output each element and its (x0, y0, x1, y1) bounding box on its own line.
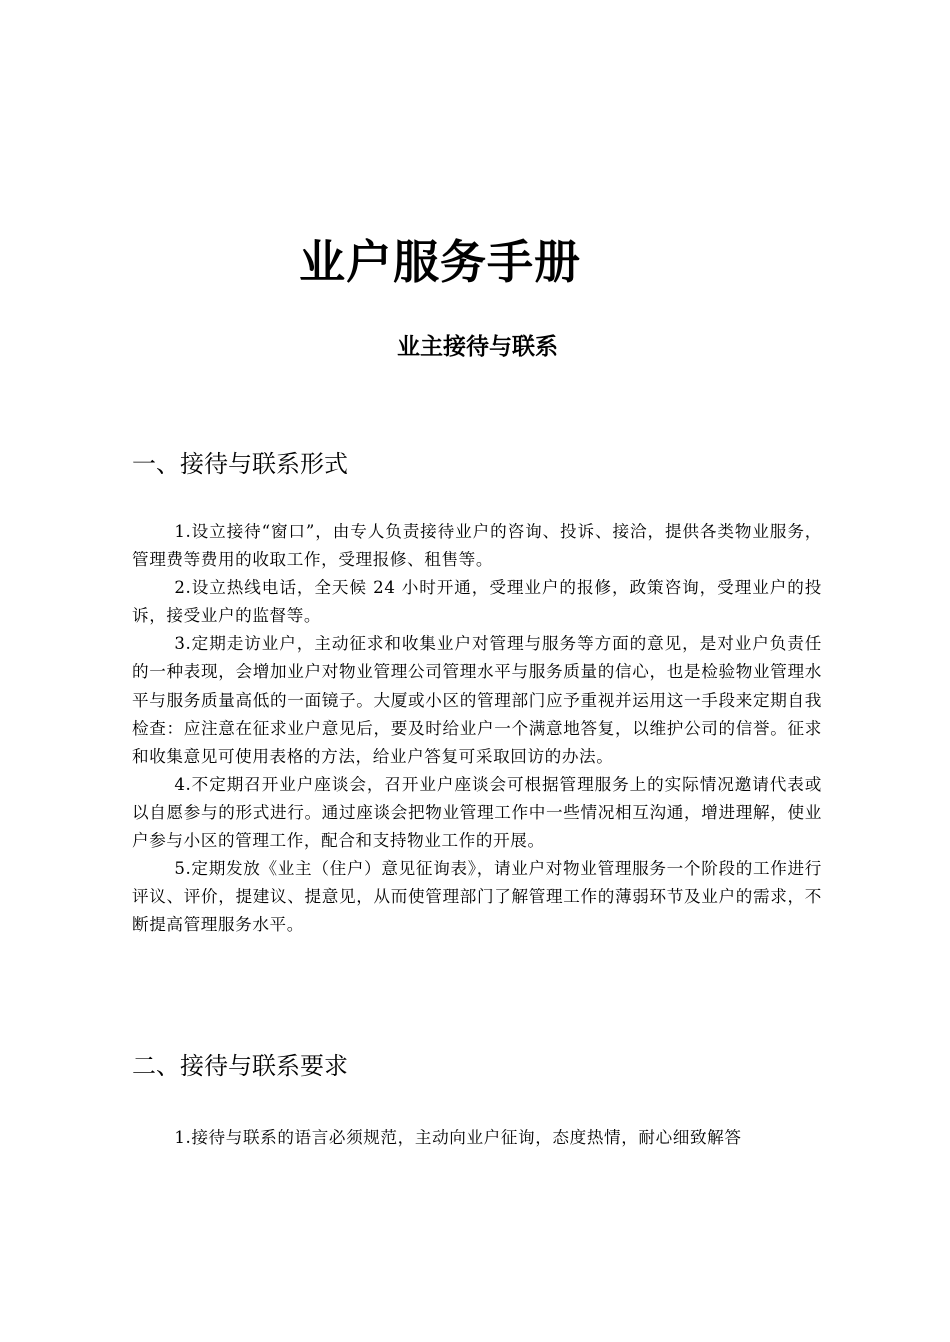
section-body-reception-forms (132, 518, 822, 939)
section-heading-reception-forms: 一、接待与联系形式 (132, 450, 348, 478)
paragraph-regular-visits: 3.定期走访业户，主动征求和收集业户对管理与服务等方面的意见，是对业户负责任的一种表现，会增加业户对物业管理公司管理水平与服务质量的信心，也是检验物业管理水平与服务质量高低的一面镜子。大厦或小区的管理部门应予重视并运用这一手段来定期自我检查：应注意在征求业户意见后，要及时给业户一个满意地答复，以维护公司的信誉。征求和收集意见可使用表格的方法，给业户答复可采取回访的办法。 (132, 634, 822, 766)
document-title: 业户服务手册 (299, 235, 581, 289)
paragraph-standard-language: 1.接待与联系的语言必须规范，主动向业户征询，态度热情，耐心细致解答 (174, 1128, 742, 1147)
paragraph-owner-forums: 4.不定期召开业户座谈会，召开业户座谈会可根据管理服务上的实际情况邀请代表或以自愿参与的形式进行。通过座谈会把物业管理工作中一些情况相互沟通，增进理解，使业户参与小区的管理工作，配合和支持物业工作的开展。 (132, 774, 822, 851)
paragraph-reception-window: 1.设立接待“窗口”，由专人负责接待业户的咨询、投诉、接洽，提供各类物业服务，管理费等费用的收取工作，受理报修、租售等。 (132, 522, 822, 570)
section-heading-reception-requirements: 二、接待与联系要求 (132, 1052, 348, 1080)
paragraph-opinion-survey: 5.定期发放《业主（住户）意见征询表》，请业户对物业管理服务一个阶段的工作进行评议、评价，提建议、提意见，从而使管理部门了解管理工作的薄弱环节及业户的需求，不断提高管理服务水平。 (132, 859, 822, 935)
paragraph-hotline: 2.设立热线电话，全天候 24 小时开通，受理业户的报修，政策咨询，受理业户的投诉，接受业户的监督等。 (132, 578, 822, 626)
document-subtitle: 业主接待与联系 (397, 334, 558, 360)
section-body-reception-requirements (132, 1124, 822, 1152)
